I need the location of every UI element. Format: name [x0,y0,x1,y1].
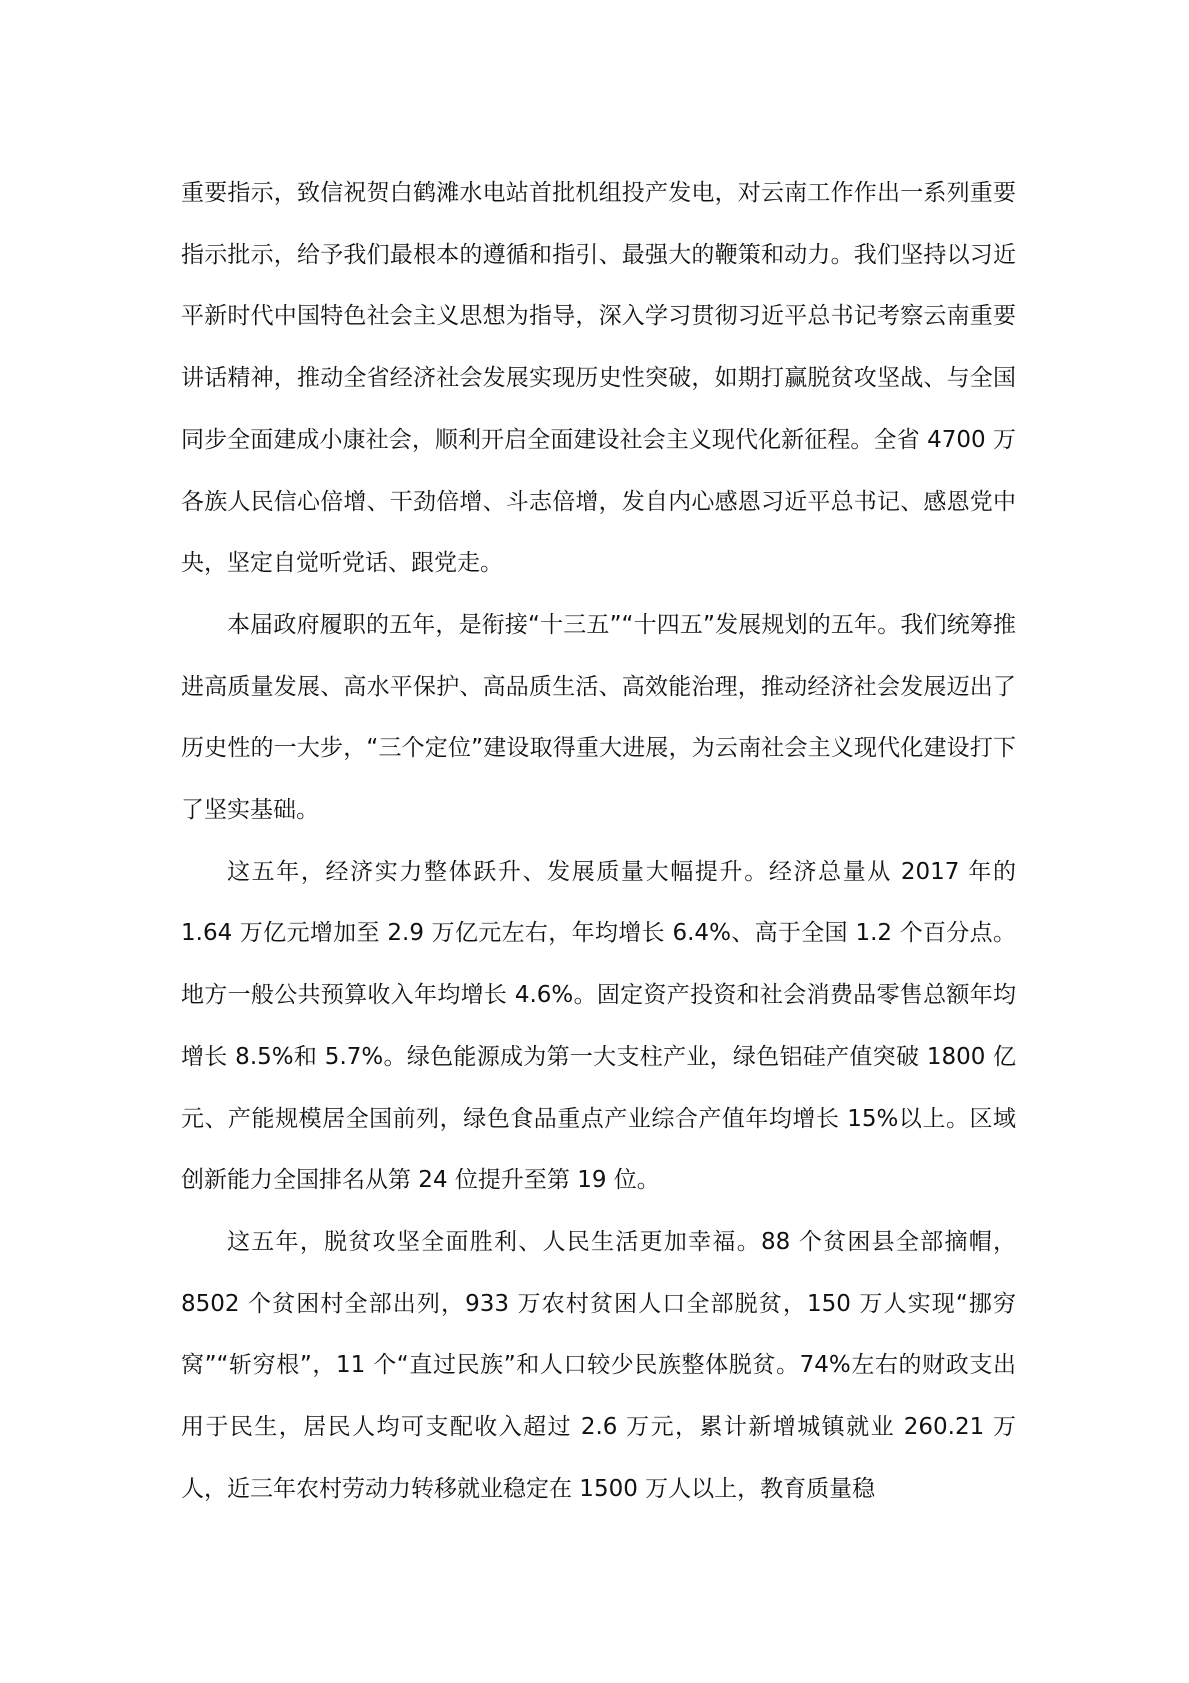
paragraph-3: 这五年，经济实力整体跃升、发展质量大幅提升。经济总量从 2017 年的 1.64 万亿元增加至 2.9 万亿元左右，年均增长 6.4%、高于全国 1.2 个百分点。地方一般公共预算收入年均增长 4.6%。固定资产投资和社会消费品零售总额年均增长 8.5%和 5.7%。绿色能源成为第一大支柱产业，绿色铝硅产值突破 1800 亿元、产能规模居全国前列，绿色食品重点产业综合产值年均增长 15%以上。区域创新能力全国排名从第 24 位提升至第 19 位。 [181,858,1016,1194]
paragraph-1: 重要指示，致信祝贺白鹤滩水电站首批机组投产发电，对云南工作作出一系列重要指示批示，给予我们最根本的遵循和指引、最强大的鞭策和动力。我们坚持以习近平新时代中国特色社会主义思想为指导，深入学习贯彻习近平总书记考察云南重要讲话精神，推动全省经济社会发展实现历史性突破，如期打赢脱贫攻坚战、与全国同步全面建成小康社会，顺利开启全面建设社会主义现代化新征程。全省 4700 万各族人民信心倍增、干劲倍增、斗志倍增，发自内心感恩习近平总书记、感恩党中央，坚定自觉听党话、跟党走。 [181,180,1016,577]
paragraph-4: 这五年，脱贫攻坚全面胜利、人民生活更加幸福。88 个贫困县全部摘帽，8502 个贫困村全部出列，933 万农村贫困人口全部脱贫，150 万人实现“挪穷窝”“斩穷根”，11 个“直过民族”和人口较少民族整体脱贫。74%左右的财政支出用于民生，居民人均可支配收入超过 2.6 万元，累计新增城镇就业 260.21 万人，近三年农村劳动力转移就业稳定在 1500 万人以上，教育质量稳 [181,1228,1016,1502]
body-text [181,163,1016,1520]
paragraph-2: 本届政府履职的五年，是衔接“十三五”“十四五”发展规划的五年。我们统筹推进高质量发展、高水平保护、高品质生活、高效能治理，推动经济社会发展迈出了历史性的一大步，“三个定位”建设取得重大进展，为云南社会主义现代化建设打下了坚实基础。 [181,611,1016,824]
